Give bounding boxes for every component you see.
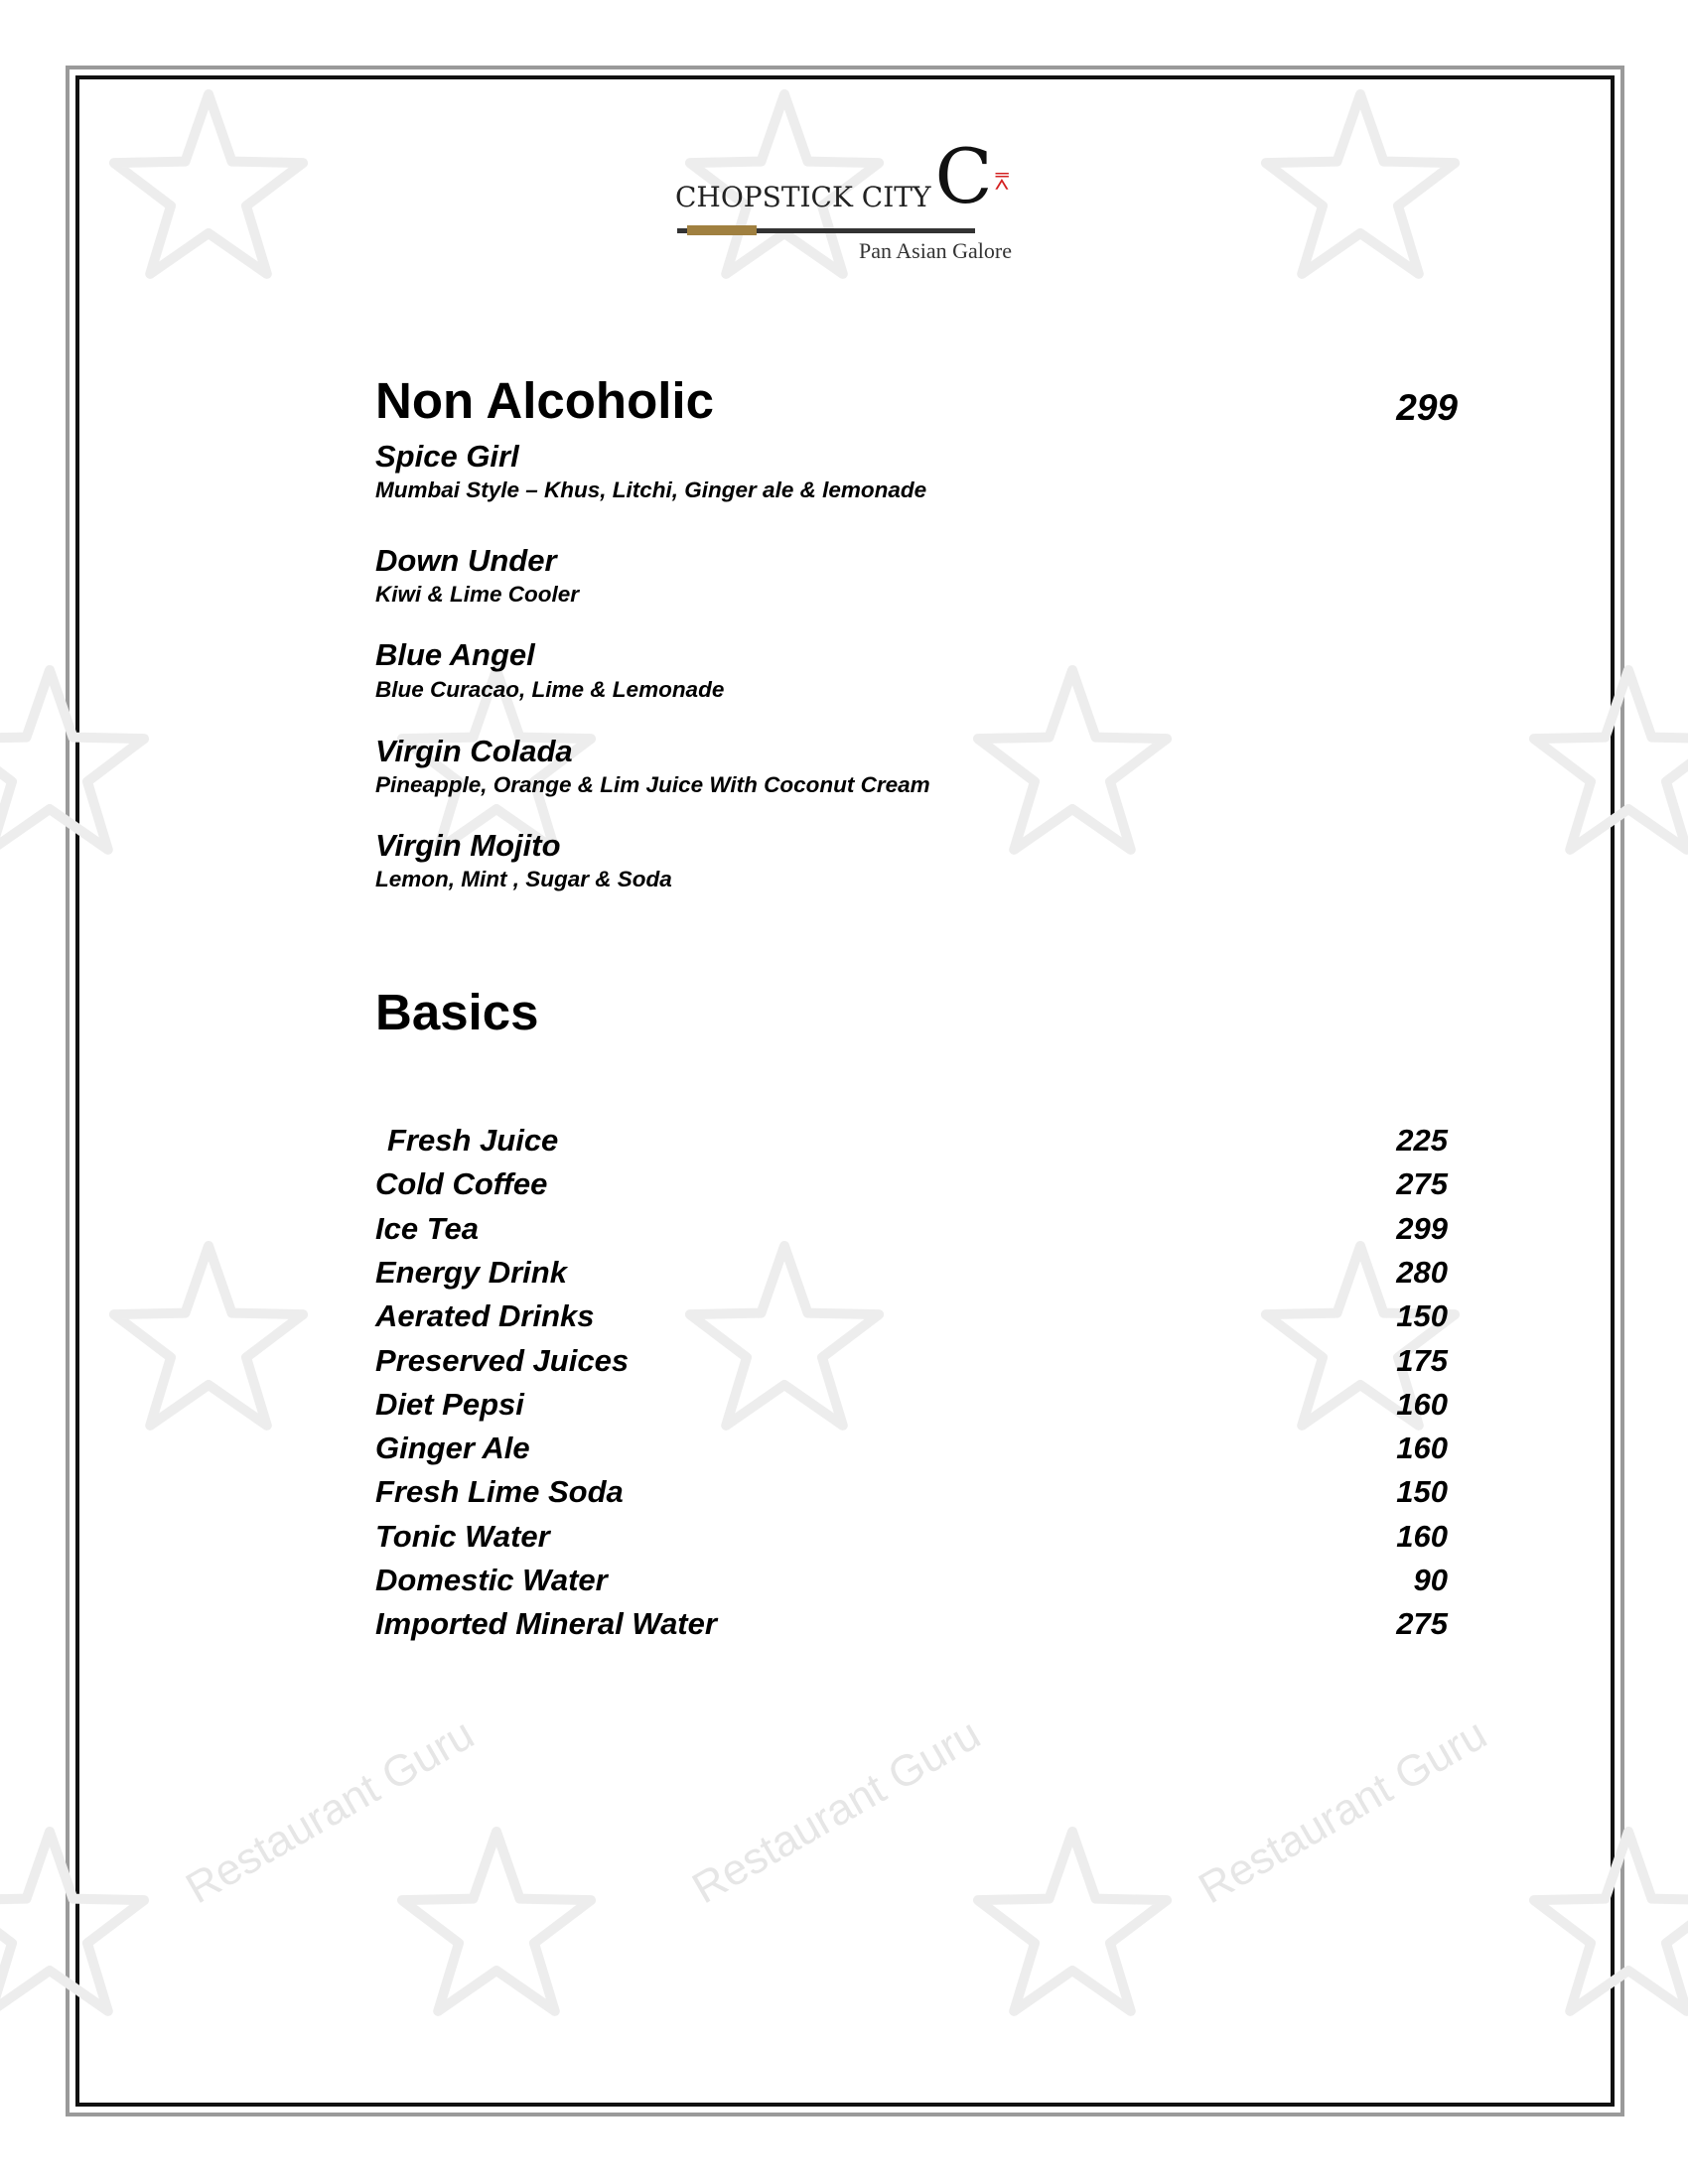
menu-row [375, 1430, 1448, 1473]
menu-item-name: Cold Coffee [375, 1166, 548, 1202]
menu-item-name: Tonic Water [375, 1518, 550, 1554]
menu-item-name: Ginger Ale [375, 1431, 530, 1466]
menu-item-price: 275 [1396, 1606, 1448, 1642]
menu-item-price: 175 [1396, 1342, 1448, 1378]
watermark-star-icon [99, 79, 318, 298]
menu-row [375, 1342, 1448, 1386]
menu-item-desc: Lemon, Mint , Sugar & Soda [375, 867, 672, 891]
menu-item-name: Diet Pepsi [375, 1386, 524, 1422]
menu-item-desc: Blue Curacao, Lime & Lemonade [375, 677, 725, 702]
watermark-star-icon [963, 1817, 1182, 2035]
menu-item-desc: Mumbai Style – Khus, Litchi, Ginger ale & lemonade [375, 478, 927, 502]
watermark-star-icon [1251, 79, 1470, 298]
menu-item-desc: Kiwi & Lime Cooler [375, 582, 580, 607]
logo-name: CHOPSTICK CITY [675, 181, 931, 213]
menu-item-name: Down Under [375, 543, 557, 578]
menu-item-price: 299 [1396, 1210, 1448, 1246]
menu-row [375, 1605, 1448, 1649]
menu-row [375, 1122, 1448, 1165]
menu-item-price: 90 [1413, 1563, 1448, 1597]
menu-item-name: Aerated Drinks [375, 1298, 595, 1334]
menu-item-price: 150 [1396, 1474, 1448, 1510]
menu-row [375, 1518, 1448, 1562]
menu-item-name: Energy Drink [375, 1254, 567, 1290]
menu-item-name: Spice Girl [375, 439, 519, 474]
menu-item-name: Virgin Colada [375, 734, 573, 768]
menu-item-name: Ice Tea [375, 1210, 479, 1246]
section-title-basics: Basics [375, 984, 539, 1040]
menu-item-name: Blue Angel [375, 637, 535, 672]
menu-item-price: 160 [1396, 1431, 1448, 1466]
pagoda-icon: ⩞ [994, 169, 1010, 196]
watermark-text: Restaurant Guru [1191, 1709, 1495, 1914]
logo-row [675, 129, 1009, 220]
logo-tagline: Pan Asian Galore [859, 238, 1012, 263]
menu-item-price: 160 [1396, 1518, 1448, 1554]
section-title-non-alcoholic: Non Alcoholic [375, 372, 714, 429]
logo-mark: C [934, 132, 993, 220]
watermark-star-icon [1519, 1817, 1688, 2035]
chopstick-grip [687, 225, 757, 235]
menu-item-name: Fresh Juice [387, 1123, 559, 1158]
watermark-star-icon [99, 1231, 318, 1449]
watermark-star-icon [387, 1817, 606, 2035]
menu-item-name: Preserved Juices [375, 1342, 630, 1378]
menu-row [375, 1386, 1448, 1430]
menu-item-name: Virgin Mojito [375, 828, 561, 863]
menu-item-desc: Pineapple, Orange & Lim Juice With Coconut Cream [375, 772, 930, 797]
watermark-text: Restaurant Guru [684, 1709, 989, 1914]
menu-item-price: 225 [1396, 1123, 1448, 1158]
watermark-star-icon [0, 1817, 159, 2035]
menu-item-name: Fresh Lime Soda [375, 1474, 624, 1510]
menu-row [375, 1297, 1448, 1341]
watermark-star-icon [963, 655, 1182, 874]
menu-item-name: Imported Mineral Water [375, 1606, 717, 1642]
menu-row [375, 1473, 1448, 1517]
menu-row [375, 1210, 1448, 1254]
watermark-star-icon [1519, 655, 1688, 874]
restaurant-logo [675, 129, 1033, 278]
menu-row [375, 1165, 1448, 1209]
menu-item-price: 160 [1396, 1386, 1448, 1422]
menu-item-name: Domestic Water [375, 1563, 608, 1597]
menu-item-price: 280 [1396, 1254, 1448, 1290]
menu-row [375, 1254, 1448, 1297]
menu-row [375, 1562, 1448, 1605]
non-alcoholic-price: 299 [1396, 387, 1458, 428]
menu-item-price: 150 [1396, 1298, 1448, 1334]
watermark-text: Restaurant Guru [178, 1709, 483, 1914]
watermark-star-icon [0, 655, 159, 874]
menu-item-price: 275 [1396, 1166, 1448, 1202]
